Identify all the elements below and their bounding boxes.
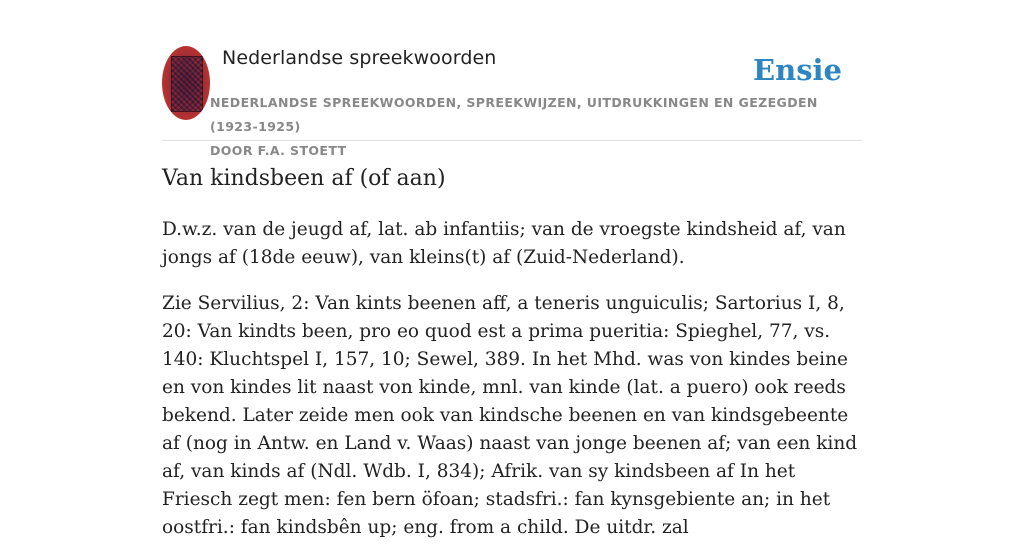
series-title[interactable]: Nederlandse spreekwoorden bbox=[222, 47, 497, 69]
site-header bbox=[162, 46, 862, 158]
entry-paragraph: Zie Servilius, 2: Van kints beenen aff, a teneris unguiculis; Sartorius I, 8, 20: Van kindts been, pro eo quod est a prima pueritia: Spieghel, 77, vs. 140: Kluchtspel I, 157, 10; Sewel, 389. In het Mhd. was von kindes beine en von kindes lit naast von kinde, mnl. van kinde (lat. a puero) ook reeds bekend. Later zeide men ook van kindsche beenen en van kindsgebeente af (nog in Antw. en Land v. Waas) naast van jonge beenen af; van een kind af, van kinds af (Ndl. Wdb. I, 834); Afrik. van sy kindsbeen af In het Friesch zegt men: fen bern öfoan; stadsfri.: fan kynsgebiente an; in het oostfri.: fan kindsbên up; eng. from a child. De uitdr. zal bbox=[162, 293, 858, 538]
entry-title: Van kindsbeen af (of aan) bbox=[162, 166, 446, 191]
series-subtitle bbox=[210, 91, 870, 163]
book-cover-image[interactable] bbox=[162, 46, 210, 120]
subtitle-line-author: DOOR F.A. STOETT bbox=[210, 143, 347, 158]
entry-content bbox=[162, 216, 862, 560]
entry-paragraph: D.w.z. van de jeugd af, lat. ab infantiis; van de vroegste kindsheid af, van jongs af (18de eeuw), van kleins(t) af (Zuid-Nederland). bbox=[162, 219, 846, 268]
ensie-logo[interactable]: Ensie bbox=[753, 53, 842, 87]
subtitle-line-title: NEDERLANDSE SPREEKWOORDEN, SPREEKWIJZEN, UITDRUKKINGEN EN GEZEGDEN (1923-1925) bbox=[210, 95, 818, 134]
